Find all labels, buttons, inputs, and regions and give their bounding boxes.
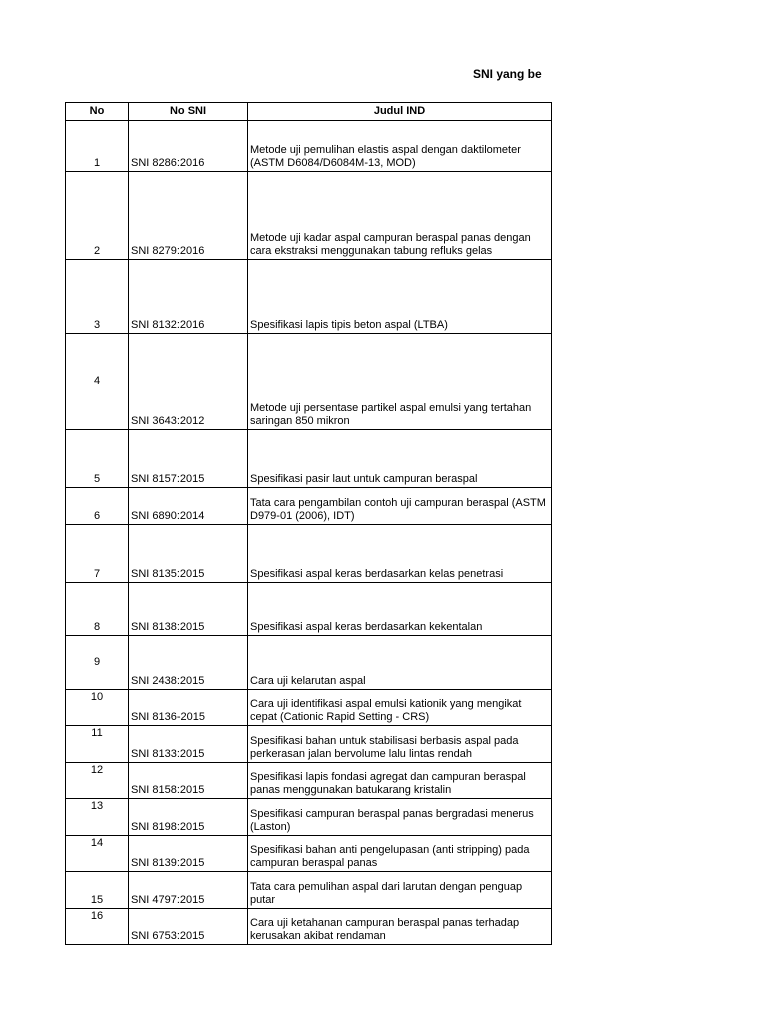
table-header-row (66, 103, 552, 121)
row-no: 4 (66, 334, 129, 430)
row-sni-number: SNI 4797:2015 (129, 872, 248, 909)
row-no: 10 (66, 690, 129, 726)
row-no: 3 (66, 260, 129, 334)
row-sni-number: SNI 8135:2015 (129, 525, 248, 583)
row-title: Spesifikasi bahan untuk stabilisasi berbasis aspal pada perkerasan jalan bervolume lalu lintas rendah (248, 726, 552, 763)
sni-table (65, 102, 552, 945)
header-no-sni: No SNI (129, 103, 248, 121)
row-title: Tata cara pengambilan contoh uji campuran beraspal (ASTM D979-01 (2006), IDT) (248, 488, 552, 525)
row-no: 8 (66, 583, 129, 636)
row-sni-number: SNI 8198:2015 (129, 799, 248, 836)
row-sni-number: SNI 8158:2015 (129, 763, 248, 799)
table-row (66, 690, 552, 726)
row-no: 1 (66, 121, 129, 172)
document-title: SNI yang be (473, 67, 542, 81)
table-row (66, 763, 552, 799)
row-sni-number: SNI 3643:2012 (129, 334, 248, 430)
row-no: 13 (66, 799, 129, 836)
row-no: 6 (66, 488, 129, 525)
row-title: Metode uji kadar aspal campuran beraspal panas dengan cara ekstraksi menggunakan tabung refluks gelas (248, 172, 552, 260)
table-row (66, 872, 552, 909)
table-row (66, 172, 552, 260)
row-title: Cara uji kelarutan aspal (248, 636, 552, 690)
table-row (66, 334, 552, 430)
row-title: Spesifikasi pasir laut untuk campuran beraspal (248, 430, 552, 488)
table-row (66, 836, 552, 872)
row-no: 12 (66, 763, 129, 799)
row-no: 7 (66, 525, 129, 583)
row-title: Spesifikasi campuran beraspal panas bergradasi menerus (Laston) (248, 799, 552, 836)
row-sni-number: SNI 8133:2015 (129, 726, 248, 763)
row-sni-number: SNI 2438:2015 (129, 636, 248, 690)
header-no: No (66, 103, 129, 121)
row-sni-number: SNI 8138:2015 (129, 583, 248, 636)
table-row (66, 726, 552, 763)
table-row (66, 636, 552, 690)
row-sni-number: SNI 8139:2015 (129, 836, 248, 872)
table-row (66, 488, 552, 525)
row-no: 11 (66, 726, 129, 763)
row-sni-number: SNI 8279:2016 (129, 172, 248, 260)
table-row (66, 121, 552, 172)
row-sni-number: SNI 6890:2014 (129, 488, 248, 525)
row-no: 2 (66, 172, 129, 260)
row-title: Spesifikasi lapis fondasi agregat dan campuran beraspal panas menggunakan batukarang kristalin (248, 763, 552, 799)
row-title: Metode uji pemulihan elastis aspal dengan daktilometer (ASTM D6084/D6084M-13, MOD) (248, 121, 552, 172)
row-sni-number: SNI 8136-2015 (129, 690, 248, 726)
row-title: Spesifikasi aspal keras berdasarkan kekentalan (248, 583, 552, 636)
row-title: Tata cara pemulihan aspal dari larutan dengan penguap putar (248, 872, 552, 909)
row-no: 15 (66, 872, 129, 909)
header-judul: Judul IND (248, 103, 552, 121)
table-row (66, 909, 552, 945)
table-row (66, 799, 552, 836)
row-sni-number: SNI 8132:2016 (129, 260, 248, 334)
row-title: Spesifikasi aspal keras berdasarkan kelas penetrasi (248, 525, 552, 583)
row-sni-number: SNI 8157:2015 (129, 430, 248, 488)
row-title: Cara uji ketahanan campuran beraspal panas terhadap kerusakan akibat rendaman (248, 909, 552, 945)
table-row (66, 525, 552, 583)
row-title: Spesifikasi bahan anti pengelupasan (anti stripping) pada campuran beraspal panas (248, 836, 552, 872)
row-title: Metode uji persentase partikel aspal emulsi yang tertahan saringan 850 mikron (248, 334, 552, 430)
row-no: 16 (66, 909, 129, 945)
table-row (66, 260, 552, 334)
row-title: Cara uji identifikasi aspal emulsi kationik yang mengikat cepat (Cationic Rapid Setting - CRS) (248, 690, 552, 726)
table-row (66, 430, 552, 488)
row-title: Spesifikasi lapis tipis beton aspal (LTBA) (248, 260, 552, 334)
table-row (66, 583, 552, 636)
row-sni-number: SNI 8286:2016 (129, 121, 248, 172)
row-no: 5 (66, 430, 129, 488)
row-no: 9 (66, 636, 129, 690)
row-no: 14 (66, 836, 129, 872)
row-sni-number: SNI 6753:2015 (129, 909, 248, 945)
